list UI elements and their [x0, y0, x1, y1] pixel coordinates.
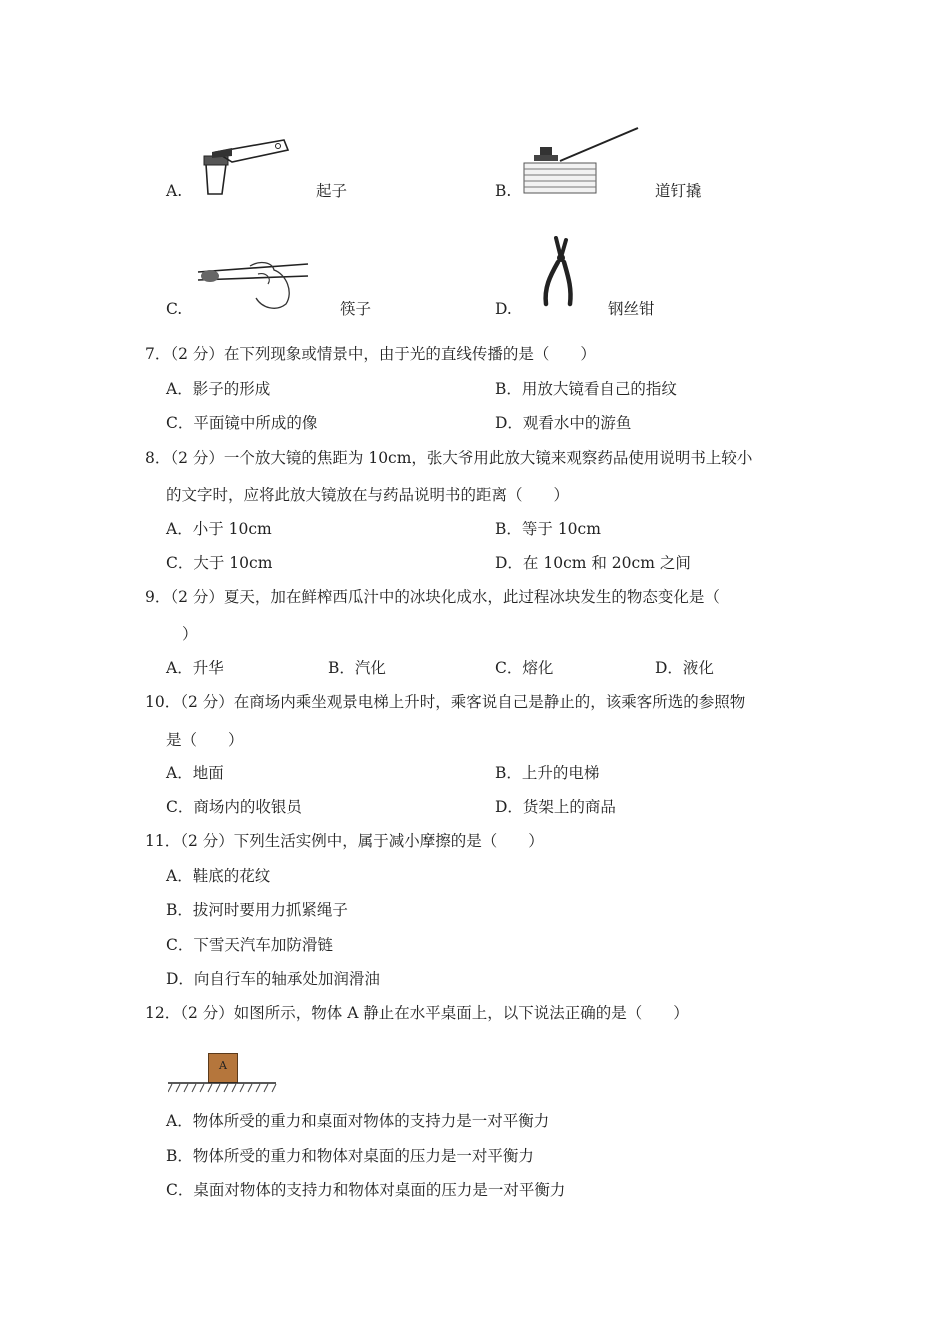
q7-option-d: D．观看水中的游鱼	[495, 414, 632, 432]
q9-option-b: B．汽化	[328, 659, 386, 677]
q11-option-a: A．鞋底的花纹	[166, 867, 271, 885]
q6-option-d-letter: D.	[495, 300, 512, 318]
q6-option-b-name: 道钉撬	[655, 182, 702, 200]
pliers-figure	[538, 236, 578, 308]
q9-option-c: C．熔化	[495, 659, 554, 677]
q12-option-c: C．桌面对物体的支持力和物体对桌面的压力是一对平衡力	[166, 1181, 566, 1199]
q11-stem: 11．（2 分）下列生活实例中，属于减小摩擦的是（ ）	[145, 832, 544, 850]
q10-stem-line1: 10．（2 分）在商场内乘坐观景电梯上升时，乘客说自己是静止的，该乘客所选的参照物	[145, 693, 746, 711]
q6-option-b-letter: B.	[495, 182, 512, 200]
q6-option-d-name: 钢丝钳	[608, 300, 655, 318]
q10-option-a: A．地面	[166, 764, 224, 782]
q7-option-a: A．影子的形成	[166, 380, 271, 398]
q8-stem-line1: 8．（2 分）一个放大镜的焦距为 10cm，张大爷用此放大镜来观察药品使用说明书上较小	[145, 449, 753, 467]
q7-option-b: B．用放大镜看自己的指纹	[495, 380, 677, 398]
q11-option-b: B．拔河时要用力抓紧绳子	[166, 901, 348, 919]
q12-stem: 12．（2 分）如图所示，物体 A 静止在水平桌面上，以下说法正确的是（ ）	[145, 1004, 689, 1022]
q9-stem-line1: 9．（2 分）夏天，加在鲜榨西瓜汁中的冰块化成水，此过程冰块发生的物态变化是（	[145, 588, 720, 606]
q9-stem-line2: ）	[182, 625, 198, 643]
q12-option-a: A．物体所受的重力和桌面对物体的支持力是一对平衡力	[166, 1112, 550, 1130]
q10-option-c: C．商场内的收银员	[166, 798, 302, 816]
q6-option-a-letter: A.	[166, 182, 183, 200]
q10-option-d: D．货架上的商品	[495, 798, 616, 816]
q7-option-c: C．平面镜中所成的像	[166, 414, 318, 432]
q11-option-d: D．向自行车的轴承处加润滑油	[166, 970, 380, 988]
q12-option-b: B．物体所受的重力和物体对桌面的压力是一对平衡力	[166, 1147, 534, 1165]
q8-option-a: A．小于 10cm	[166, 520, 272, 538]
q7-stem: 7．（2 分）在下列现象或情景中，由于光的直线传播的是（ ）	[145, 345, 596, 363]
q9-option-d: D．液化	[655, 659, 714, 677]
q8-option-c: C．大于 10cm	[166, 554, 273, 572]
q11-option-c: C．下雪天汽车加防滑链	[166, 936, 333, 954]
rail-spike-lever-figure	[520, 125, 642, 197]
q9-option-a: A．升华	[166, 659, 224, 677]
q8-option-d: D．在 10cm 和 20cm 之间	[495, 554, 691, 572]
bottle-opener-figure	[198, 134, 290, 196]
chopsticks-figure	[196, 252, 312, 314]
q10-option-b: B．上升的电梯	[495, 764, 600, 782]
q8-stem-line2: 的文字时，应将此放大镜放在与药品说明书的距离（ ）	[166, 486, 570, 504]
q6-option-c-name: 筷子	[340, 300, 372, 318]
block-a-label: A	[219, 1059, 227, 1072]
q6-option-c-letter: C.	[166, 300, 183, 318]
q6-option-a-name: 起子	[316, 182, 348, 200]
q10-stem-line2: 是（ ）	[166, 731, 244, 749]
q8-option-b: B．等于 10cm	[495, 520, 601, 538]
